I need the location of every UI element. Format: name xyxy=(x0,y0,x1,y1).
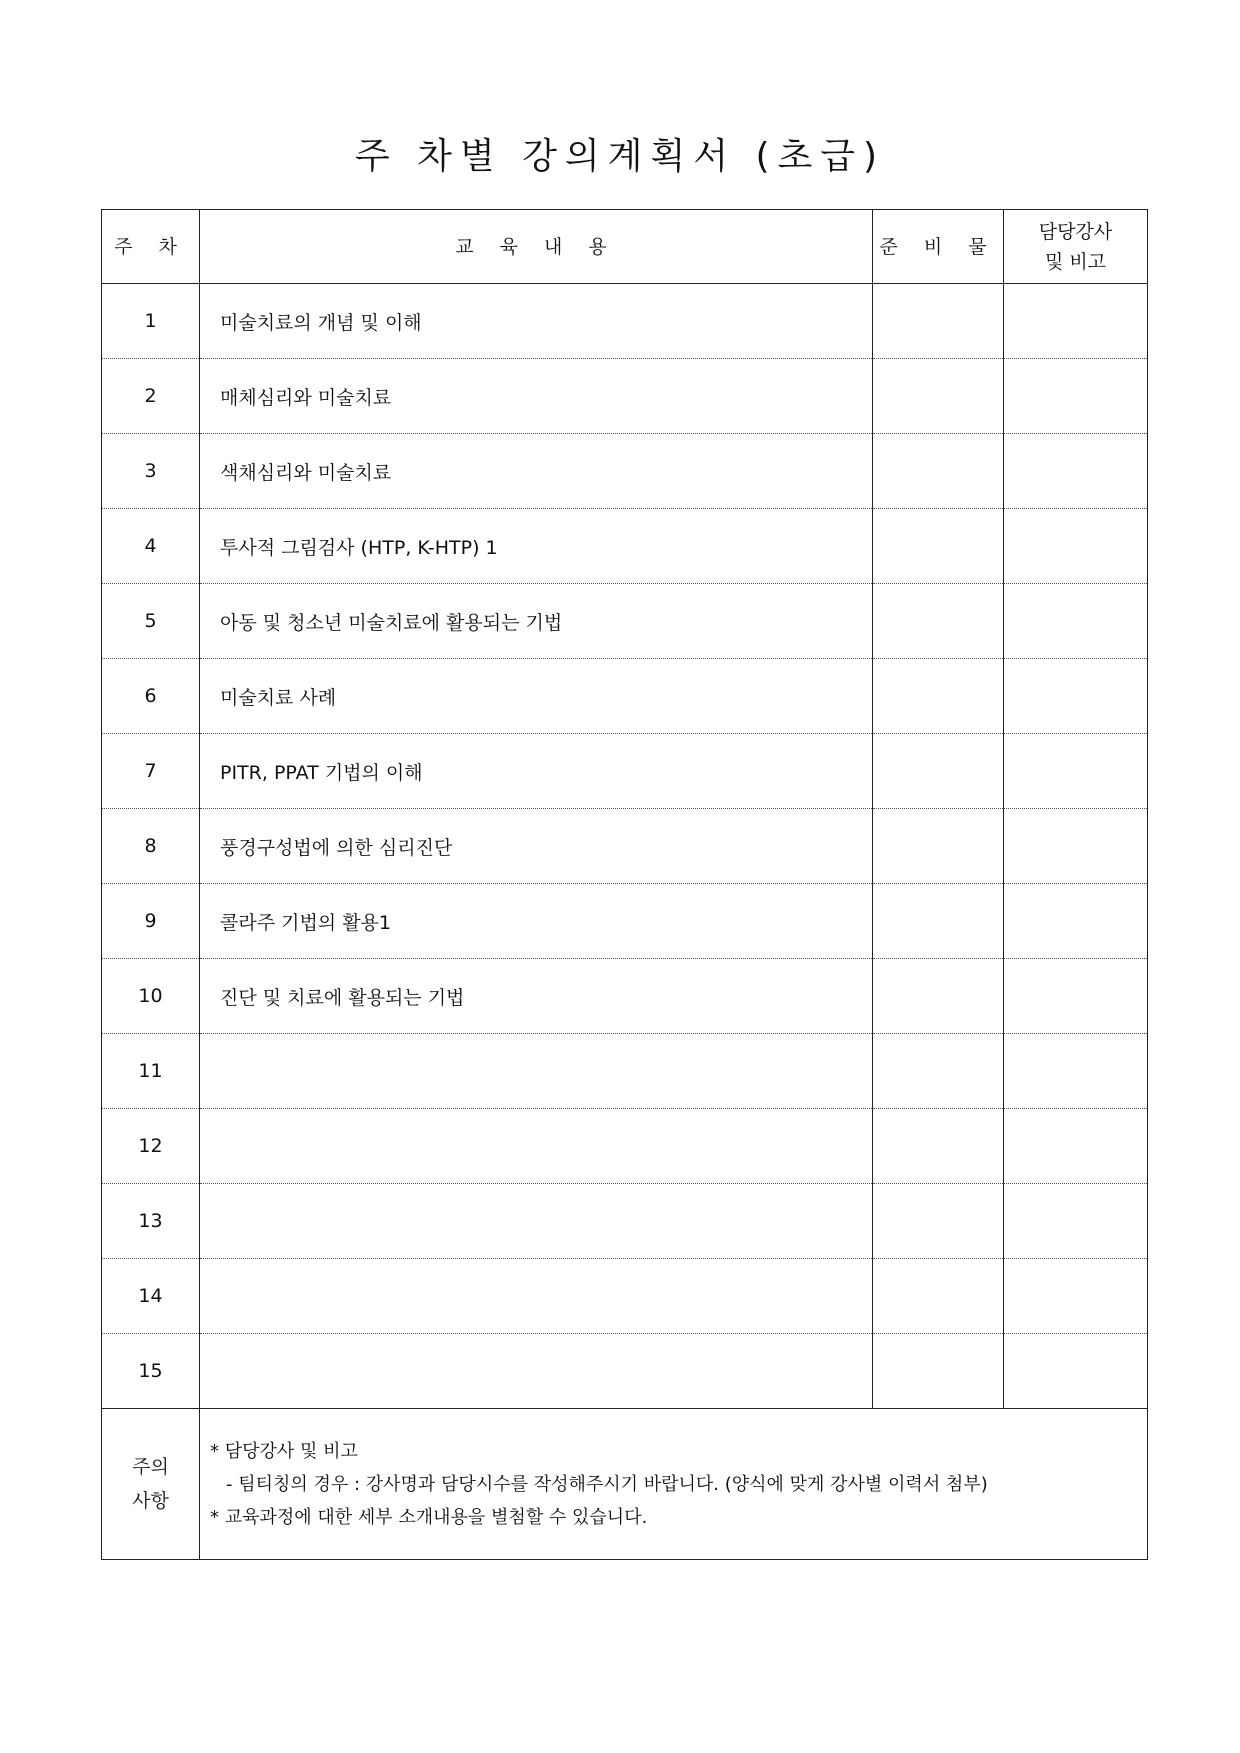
table-row xyxy=(102,584,1148,659)
instructor-cell xyxy=(1004,659,1148,734)
header-instructor-line1: 담당강사 xyxy=(1038,220,1113,243)
materials-cell xyxy=(873,1034,1004,1109)
notes-label-line2: 사항 xyxy=(132,1490,169,1512)
week-cell: 3 xyxy=(102,434,200,509)
page-title: 주 차별 강의계획서 (초급) xyxy=(354,136,886,177)
table-row xyxy=(102,509,1148,584)
week-cell: 7 xyxy=(102,734,200,809)
week-cell: 9 xyxy=(102,884,200,959)
instructor-cell xyxy=(1004,584,1148,659)
note-line-3: * 교육과정에 대한 세부 소개내용을 별첨할 수 있습니다. xyxy=(210,1506,648,1528)
content-cell: 투사적 그림검사 (HTP, K-HTP) 1 xyxy=(200,509,873,584)
week-cell: 13 xyxy=(102,1184,200,1259)
table-row xyxy=(102,884,1148,959)
instructor-cell xyxy=(1004,284,1148,359)
table-row xyxy=(102,284,1148,359)
instructor-cell xyxy=(1004,734,1148,809)
lecture-plan-table xyxy=(101,209,1148,1560)
header-content: 교 육 내 용 xyxy=(200,210,873,284)
week-cell: 8 xyxy=(102,809,200,884)
week-cell: 4 xyxy=(102,509,200,584)
table-row xyxy=(102,809,1148,884)
content-cell xyxy=(200,1259,873,1334)
table-row xyxy=(102,434,1148,509)
instructor-cell xyxy=(1004,434,1148,509)
instructor-cell xyxy=(1004,509,1148,584)
header-instructor xyxy=(1004,210,1148,284)
instructor-cell xyxy=(1004,884,1148,959)
table-row xyxy=(102,359,1148,434)
table-row xyxy=(102,734,1148,809)
week-cell: 12 xyxy=(102,1109,200,1184)
materials-cell xyxy=(873,1184,1004,1259)
week-cell: 15 xyxy=(102,1334,200,1409)
materials-cell xyxy=(873,1109,1004,1184)
content-cell xyxy=(200,1034,873,1109)
instructor-cell xyxy=(1004,1109,1148,1184)
materials-cell xyxy=(873,884,1004,959)
instructor-cell xyxy=(1004,1184,1148,1259)
week-cell: 2 xyxy=(102,359,200,434)
content-cell: 미술치료의 개념 및 이해 xyxy=(200,284,873,359)
instructor-cell xyxy=(1004,359,1148,434)
materials-cell xyxy=(873,284,1004,359)
note-line-1: * 담당강사 및 비고 xyxy=(210,1440,358,1462)
header-instructor-line2: 및 비고 xyxy=(1044,250,1107,273)
table-header-row xyxy=(102,210,1148,284)
content-cell xyxy=(200,1334,873,1409)
content-cell: 아동 및 청소년 미술치료에 활용되는 기법 xyxy=(200,584,873,659)
content-cell: 미술치료 사례 xyxy=(200,659,873,734)
content-cell xyxy=(200,1184,873,1259)
instructor-cell xyxy=(1004,809,1148,884)
materials-cell xyxy=(873,584,1004,659)
week-cell: 10 xyxy=(102,959,200,1034)
notes-body xyxy=(200,1409,1148,1560)
table-row xyxy=(102,1334,1148,1409)
table-row xyxy=(102,1184,1148,1259)
table-row xyxy=(102,659,1148,734)
note-line-2: - 팀티칭의 경우 : 강사명과 담당시수를 작성해주시기 바랍니다. (양식에 맞게 강사별 이력서 첨부) xyxy=(226,1473,988,1495)
materials-cell xyxy=(873,1259,1004,1334)
content-cell xyxy=(200,1109,873,1184)
notes-label xyxy=(102,1409,200,1560)
table-row xyxy=(102,1034,1148,1109)
content-cell: 진단 및 치료에 활용되는 기법 xyxy=(200,959,873,1034)
content-cell: 색채심리와 미술치료 xyxy=(200,434,873,509)
materials-cell xyxy=(873,1334,1004,1409)
header-materials: 준 비 물 xyxy=(873,210,1004,284)
materials-cell xyxy=(873,809,1004,884)
materials-cell xyxy=(873,434,1004,509)
content-cell: PITR, PPAT 기법의 이해 xyxy=(200,734,873,809)
instructor-cell xyxy=(1004,959,1148,1034)
materials-cell xyxy=(873,959,1004,1034)
notes-label-line1: 주의 xyxy=(132,1456,169,1478)
instructor-cell xyxy=(1004,1334,1148,1409)
week-cell: 6 xyxy=(102,659,200,734)
week-cell: 11 xyxy=(102,1034,200,1109)
materials-cell xyxy=(873,359,1004,434)
header-week: 주 차 xyxy=(102,210,200,284)
materials-cell xyxy=(873,509,1004,584)
materials-cell xyxy=(873,659,1004,734)
week-cell: 5 xyxy=(102,584,200,659)
content-cell: 콜라주 기법의 활용1 xyxy=(200,884,873,959)
week-cell: 14 xyxy=(102,1259,200,1334)
instructor-cell xyxy=(1004,1259,1148,1334)
content-cell: 매체심리와 미술치료 xyxy=(200,359,873,434)
content-cell: 풍경구성법에 의한 심리진단 xyxy=(200,809,873,884)
notes-row xyxy=(102,1409,1148,1560)
table-row xyxy=(102,1109,1148,1184)
materials-cell xyxy=(873,734,1004,809)
instructor-cell xyxy=(1004,1034,1148,1109)
table-row xyxy=(102,959,1148,1034)
week-cell: 1 xyxy=(102,284,200,359)
table-row xyxy=(102,1259,1148,1334)
